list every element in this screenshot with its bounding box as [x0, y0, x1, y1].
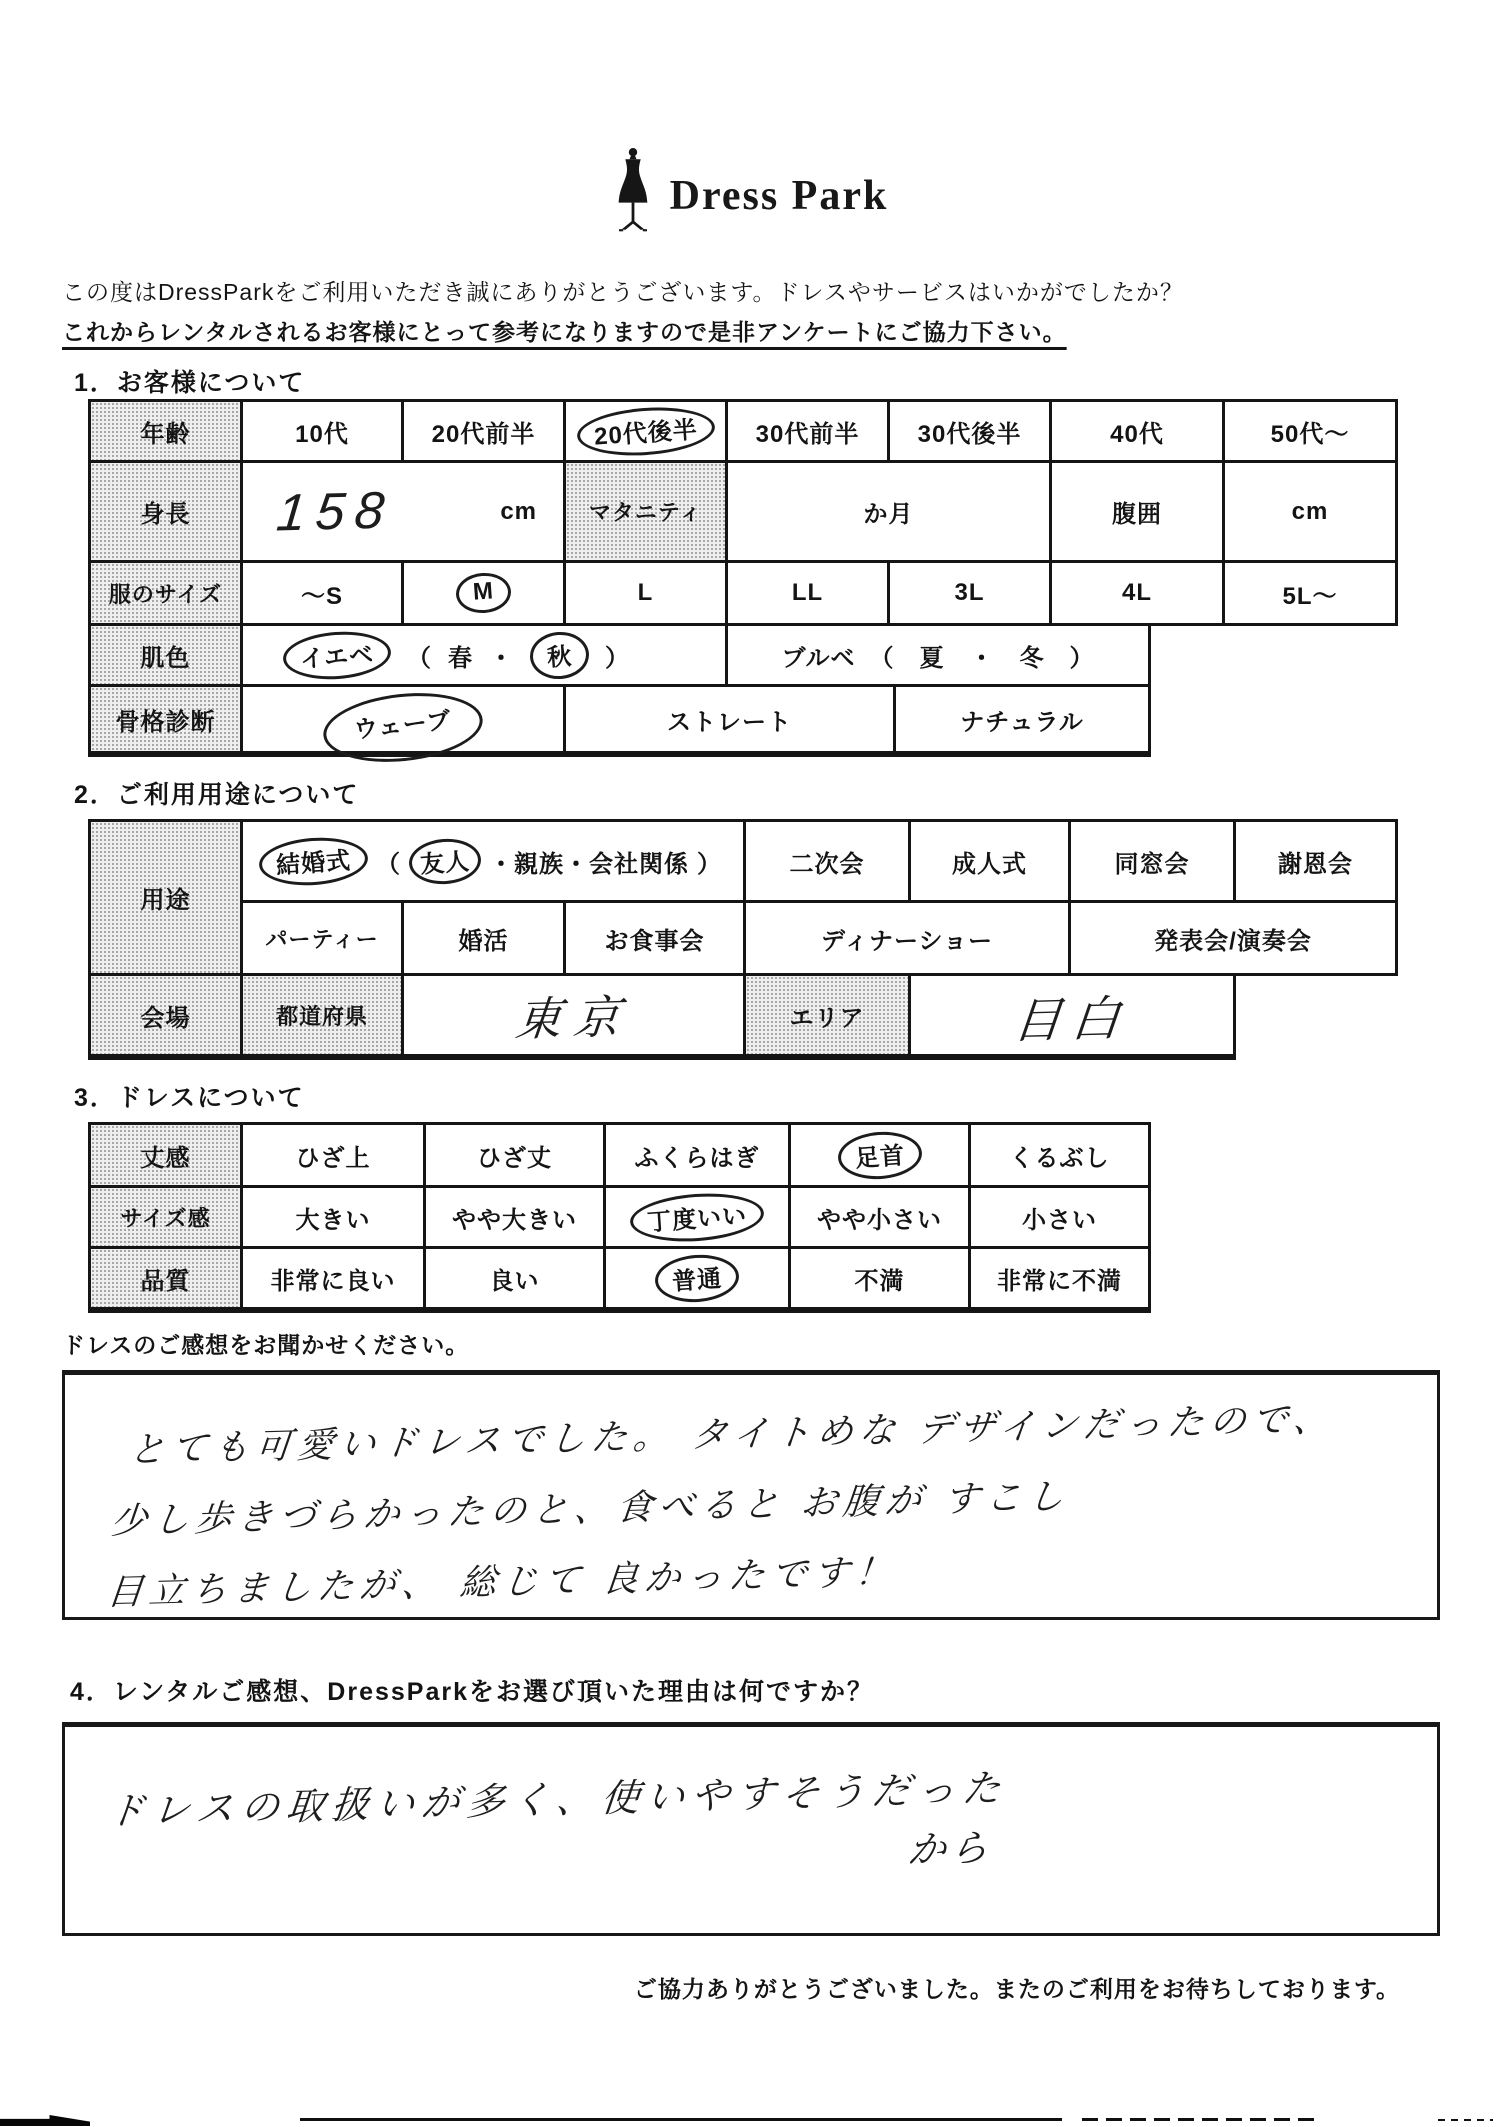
purpose-wedding-cell [240, 822, 743, 900]
fit-option-just-right [603, 1188, 788, 1246]
height-row-label: 身長 [91, 463, 240, 560]
size-option-4l: 4L [1049, 563, 1222, 623]
quality-option-very-good: 非常に良い [240, 1249, 423, 1307]
age-option-50s: 50代～ [1222, 402, 1395, 460]
age-option-early-20s: 20代前半 [401, 402, 563, 460]
intro-text: この度はDressParkをご利用いただき誠にありがとうございます。ドレスやサービスはいかがでしたか？ [62, 279, 1184, 305]
age-option-40s: 40代 [1049, 402, 1222, 460]
circled-answer: 友人 [408, 836, 483, 886]
scan-artifact [1082, 2118, 1317, 2121]
circled-answer: ウェーブ [320, 685, 486, 768]
purpose-row-label: 用途 [91, 822, 240, 973]
purpose-option-party: パーティー [240, 903, 401, 973]
skin-spring: 春 [448, 644, 474, 672]
skin-yellow-cell [240, 626, 725, 684]
skin-row-label: 肌色 [91, 626, 240, 684]
purpose-row-2 [240, 900, 1395, 973]
length-option-anklebone: くるぶし [968, 1125, 1148, 1185]
quality-row [91, 1246, 1148, 1307]
handwritten-reason-line2: から [905, 1827, 995, 1872]
quality-row-label: 品質 [91, 1249, 240, 1307]
purpose-options [240, 822, 1395, 973]
footer-thanks-text: ご協力ありがとうございました。またのご利用をお待ちしております。 [633, 1976, 1400, 2002]
height-value-cell [240, 463, 563, 560]
length-option-calf: ふくらはぎ [603, 1125, 788, 1185]
purpose-row-1 [240, 822, 1395, 900]
customer-table [88, 399, 1398, 626]
handwritten-prefecture: 東京 [512, 990, 634, 1046]
scan-artifact [300, 2118, 1062, 2121]
dot-separator: ・ [489, 644, 515, 672]
fit-option-small: 小さい [968, 1188, 1148, 1246]
skeleton-row-label: 骨格診断 [91, 687, 240, 751]
skin-blue: ブルベ [781, 644, 856, 672]
paren-open: （ [407, 644, 433, 672]
size-row-label: 服のサイズ [91, 563, 240, 623]
scan-artifact [1438, 2119, 1493, 2121]
purpose-option-coming-of-age: 成人式 [908, 822, 1068, 900]
skin-blue-seasons: （ 夏 ・ 冬 ） [869, 644, 1095, 672]
circled-answer: 足首 [836, 1129, 923, 1182]
fit-row-label: サイズ感 [91, 1188, 240, 1246]
fit-option-bit-small: やや小さい [788, 1188, 968, 1246]
length-row-label: 丈感 [91, 1125, 240, 1185]
handwritten-area: 目白 [1010, 991, 1133, 1049]
quality-option-normal [603, 1249, 788, 1307]
skeleton-option-natural: ナチュラル [893, 687, 1148, 751]
circled-answer: 普通 [653, 1252, 740, 1305]
purpose-option-dinner: お食事会 [563, 903, 743, 973]
handwritten-reason-line1: ドレスの取扱いが多く、使いやすそうだった [104, 1767, 1010, 1834]
length-option-ankle [788, 1125, 968, 1185]
skeleton-row [91, 687, 1148, 751]
size-option-5l: 5L～ [1222, 563, 1395, 623]
paren-open: （ [376, 850, 401, 878]
fit-option-bit-big: やや大きい [423, 1188, 603, 1246]
handwritten-feedback-line2: 少し歩きづらかったのと、食べると お腹が すこし [108, 1475, 1072, 1542]
purpose-option-recital: 発表会/演奏会 [1068, 903, 1395, 973]
purpose-option-konkatsu: 婚活 [401, 903, 563, 973]
length-option-knee: ひざ丈 [423, 1125, 603, 1185]
reason-writein-box [62, 1722, 1440, 1936]
area-label: エリア [743, 976, 908, 1054]
height-unit: cm [500, 497, 537, 525]
waist-unit-cell: cm [1222, 463, 1395, 560]
handwritten-feedback-line1: とても可愛いドレスでした。 タイトめな デザインだったので、 [126, 1397, 1338, 1471]
paren-close: ） [605, 644, 631, 672]
skin-row [91, 626, 1148, 684]
skeleton-option-wave [240, 687, 563, 751]
venue-row [91, 976, 1233, 1054]
area-value-cell [908, 976, 1233, 1054]
handwritten-height: 158 [274, 480, 397, 543]
dress-mannequin-icon [612, 130, 654, 250]
venue-table [88, 973, 1236, 1060]
wedding-relatives: ・親族・会社関係 [489, 850, 689, 878]
size-row [91, 560, 1395, 623]
age-option-early-30s: 30代前半 [725, 402, 887, 460]
prefecture-label: 都道府県 [240, 976, 401, 1054]
fit-row [91, 1185, 1148, 1246]
age-option-late-30s: 30代後半 [887, 402, 1049, 460]
maternity-label: マタニティ [563, 463, 725, 560]
feedback-writein-box [62, 1370, 1440, 1620]
skeleton-option-straight: ストレート [563, 687, 893, 751]
height-row [91, 460, 1395, 560]
size-option-m [401, 563, 563, 623]
circled-answer: M [455, 571, 513, 615]
fit-option-big: 大きい [240, 1188, 423, 1246]
circled-answer: 結婚式 [257, 834, 369, 888]
purpose-option-reunion: 同窓会 [1068, 822, 1233, 900]
age-option-late-20s [563, 402, 725, 460]
quality-option-good: 良い [423, 1249, 603, 1307]
brand-logo [0, 0, 1500, 250]
circled-answer: イエベ [281, 628, 392, 682]
paren-close: ） [697, 850, 722, 878]
section1-heading: 1．お客様について [74, 369, 306, 397]
skeleton-table [88, 684, 1151, 757]
purpose-table [88, 819, 1398, 976]
quality-option-very-dissatisfied: 非常に不満 [968, 1249, 1148, 1307]
age-row-label: 年齢 [91, 402, 240, 460]
circled-answer: 丁度いい [629, 1189, 766, 1245]
skin-tone-table [88, 623, 1151, 687]
dress-table [88, 1122, 1151, 1313]
size-option-ll: LL [725, 563, 887, 623]
prefecture-value-cell [401, 976, 743, 1054]
age-row [91, 402, 1395, 460]
purpose-option-afterparty: 二次会 [743, 822, 908, 900]
section2-heading: 2．ご利用用途について [74, 781, 360, 809]
skin-blue-cell [725, 626, 1148, 684]
age-option-10s: 10代 [240, 402, 401, 460]
waist-label: 腹囲 [1049, 463, 1222, 560]
length-row [91, 1125, 1148, 1185]
purpose-option-dinner-show: ディナーショー [743, 903, 1068, 973]
length-option-above-knee: ひざ上 [240, 1125, 423, 1185]
section3-heading: 3．ドレスについて [74, 1084, 305, 1112]
quality-option-dissatisfied: 不満 [788, 1249, 968, 1307]
circled-answer: 20代後半 [575, 403, 716, 459]
feedback-prompt: ドレスのご感想をお聞かせください。 [62, 1332, 470, 1358]
size-option-s: ～S [240, 563, 401, 623]
section4-heading: 4．レンタルご感想、DressParkをお選び頂いた理由は何ですか？ [70, 1678, 874, 1706]
purpose-option-thanks-party: 謝恩会 [1233, 822, 1395, 900]
handwritten-feedback-line3: 目立ちましたが、 総じて 良かったです！ [104, 1550, 900, 1613]
circled-answer: 秋 [528, 629, 590, 680]
size-option-l: L [563, 563, 725, 623]
scan-artifact [0, 2115, 90, 2126]
venue-row-label: 会場 [91, 976, 240, 1054]
size-option-3l: 3L [887, 563, 1049, 623]
brand-name: Dress Park [669, 173, 889, 219]
maternity-months-cell: か月 [725, 463, 1049, 560]
intro-emphasis-text: これからレンタルされるお客様にとって参考になりますので是非アンケートにご協力下さい。 [62, 319, 1067, 345]
